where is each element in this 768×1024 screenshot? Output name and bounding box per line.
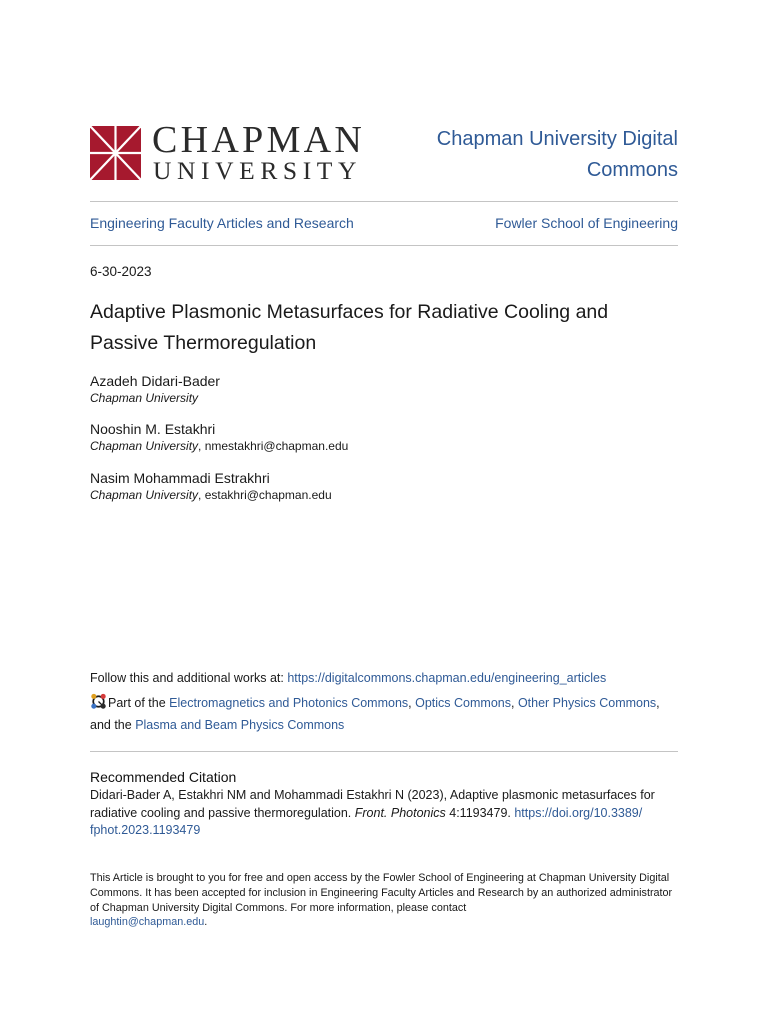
part-of-prefix: Part of the [108,696,170,710]
chapman-logo-icon [90,126,141,180]
author-block [90,420,678,455]
logo-word-chapman: CHAPMAN [152,119,366,161]
contact-email-link[interactable]: laughtin@chapman.edu [90,916,205,929]
author-affiliation: Chapman University, estakhri@chapman.edu [90,488,332,502]
collection-url-link[interactable]: https://digitalcommons.chapman.edu/engineering_articles [287,671,607,685]
divider [90,751,678,752]
author-name: Azadeh Didari-Bader [90,373,220,389]
doi-link[interactable]: https://doi.org/10.3389/ fphot.2023.1193479 [90,805,643,837]
article-title: Adaptive Plasmonic Metasurfaces for Radiative Cooling and Passive Thermoregulation [90,301,609,354]
optics-commons-link[interactable]: Optics Commons [415,696,511,710]
author-name: Nooshin M. Estakhri [90,421,216,437]
department-link[interactable]: Fowler School of Engineering [495,215,678,231]
publication-date: 6-30-2023 [90,264,152,279]
electromagnetics-photonics-link[interactable]: Electromagnetics and Photonics Commons [169,696,409,710]
access-notice: This Article is brought to you for free and open access by the Fowler School of Engineering at Chapman University Digital Commons. It has been accepted for inclusion in Engineering Faculty Articles and Research by an authorized administrator of Chapman University Digital Commons. For more information, please contact laughtin@chapman.edu. [90,872,673,929]
author-email: , estakhri@chapman.edu [198,488,332,502]
collection-nav [90,201,678,246]
author-name: Nasim Mohammadi Estrakhri [90,470,270,486]
disciplines: Part of the Electromagnetics and Photonics Commons, Optics Commons, Other Physics Commons, and the Plasma and Beam Physics Commons [90,692,678,736]
author-block [90,469,678,504]
author-email: , nmestakhri@chapman.edu [198,439,349,453]
collection-link[interactable]: Engineering Faculty Articles and Research [90,215,354,231]
logo-word-university: UNIVERSITY [153,156,362,185]
author-block [90,372,678,407]
author-affiliation: Chapman University, nmestakhri@chapman.edu [90,439,349,453]
header [90,119,678,188]
repository-title-link[interactable]: Chapman University Digital Commons [436,128,678,181]
and-the-text: and the [90,718,136,732]
chapman-university-logo[interactable] [90,119,366,185]
other-physics-link[interactable]: Other Physics Commons [517,696,657,710]
citation-heading: Recommended Citation [90,769,237,785]
follow-works [90,669,678,687]
journal-name: Front. Photonics [354,805,446,820]
network-icon [90,693,107,710]
citation-text: Didari-Bader A, Estakhri NM and Mohammadi Estakhri N (2023), Adaptive plasmonic metasurfaces for radiative cooling and passive thermoregulation. Front. Photonics 4:1193479. https://doi.org/10.3389/ fphot.2023.1193479 [90,788,655,837]
follow-prefix: Follow this and additional works at: [90,671,288,685]
author-affiliation: Chapman University [90,391,199,405]
plasma-beam-physics-link[interactable]: Plasma and Beam Physics Commons [135,718,345,732]
